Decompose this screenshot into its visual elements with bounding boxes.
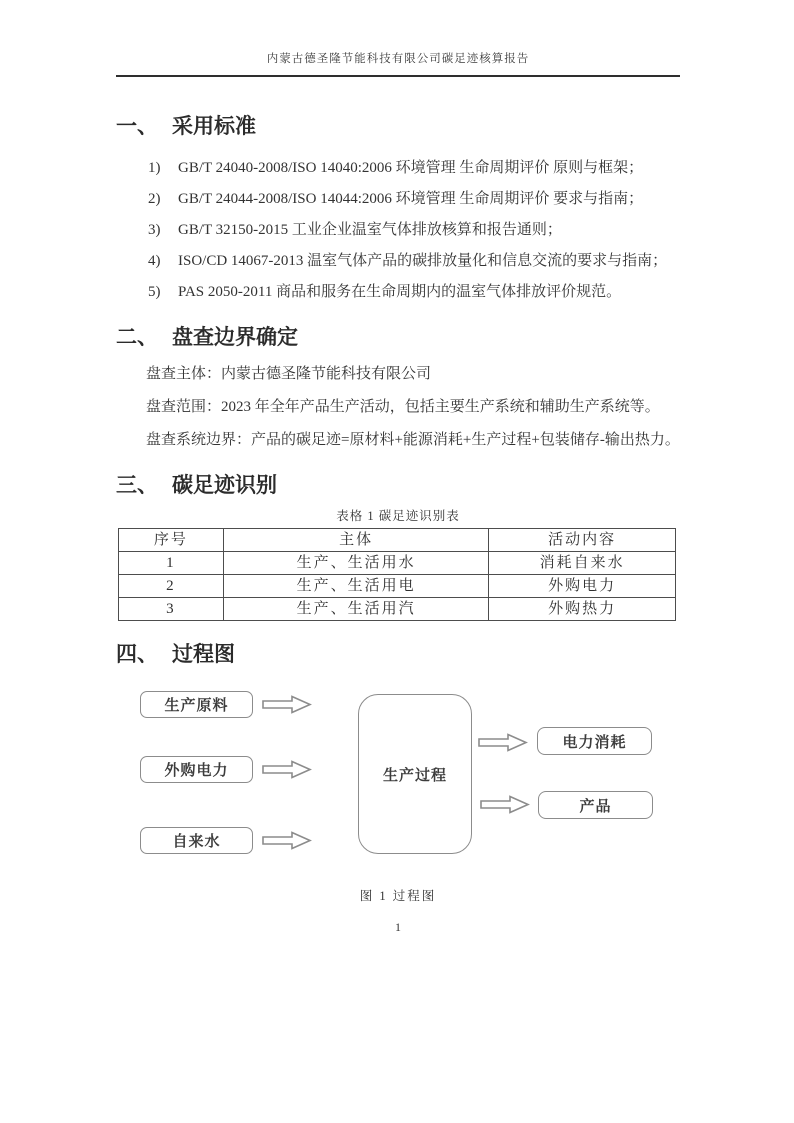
flowchart-input-tap-water: 自来水 (140, 827, 253, 854)
flowchart-input-raw-materials: 生产原料 (140, 691, 253, 718)
table-caption: 表格 1 碳足迹识别表 (336, 509, 460, 523)
table-row (119, 575, 676, 598)
list-item (116, 246, 680, 277)
cell-subject: 生产、生活用电 (223, 575, 489, 598)
page-number: 1 (395, 920, 401, 934)
list-item-marker: 5) (148, 284, 161, 300)
table-row (119, 598, 676, 621)
right-arrow-icon (262, 831, 312, 850)
table-header-row (119, 529, 676, 552)
cell-index: 3 (119, 598, 224, 621)
list-item-marker: 3) (148, 222, 161, 238)
section-2-title: 盘查边界确定 (172, 326, 298, 349)
list-item (116, 153, 680, 184)
section-3-number: 三、 (116, 474, 158, 497)
column-header-subject: 主体 (223, 529, 489, 552)
cell-index: 1 (119, 552, 224, 575)
section-2-paragraphs (116, 358, 680, 457)
cell-activity: 外购电力 (489, 575, 676, 598)
flowchart-output-electricity-consumption: 电力消耗 (537, 727, 652, 755)
page-content (116, 50, 680, 935)
list-item (116, 184, 680, 215)
right-arrow-icon (262, 695, 312, 714)
process-flowchart (116, 684, 680, 864)
table-row (119, 552, 676, 575)
list-item-text: GB/T 32150-2015 工业企业温室气体排放核算和报告通则； (178, 222, 562, 238)
list-item-text: GB/T 24040-2008/ISO 14040:2006 环境管理 生命周期评价 原则与框架； (178, 160, 644, 176)
section-4-heading (116, 638, 680, 668)
list-item-text: PAS 2050-2011 商品和服务在生命周期内的温室气体排放评价规范。 (178, 284, 622, 300)
standards-list (116, 153, 680, 308)
list-item-marker: 2) (148, 191, 161, 207)
paragraph-system-boundary: 盘查系统边界：产品的碳足迹=原材料+能源消耗+生产过程+包装储存-输出热力。 (146, 432, 680, 448)
figure-caption: 图 1 过程图 (359, 889, 437, 903)
cell-subject: 生产、生活用水 (223, 552, 489, 575)
list-item (116, 277, 680, 308)
flowchart-process-box: 生产过程 (358, 694, 472, 854)
section-4-number: 四、 (116, 643, 158, 666)
list-item-marker: 4) (148, 253, 161, 269)
right-arrow-icon (262, 760, 312, 779)
section-1-heading (116, 110, 680, 140)
section-3-title: 碳足迹识别 (172, 474, 277, 497)
right-arrow-icon (480, 795, 530, 814)
list-item-marker: 1) (148, 160, 161, 176)
list-item-text: ISO/CD 14067-2013 温室气体产品的碳排放量化和信息交流的要求与指南； (178, 253, 668, 269)
carbon-footprint-table (118, 528, 676, 621)
column-header-activity: 活动内容 (489, 529, 676, 552)
cell-subject: 生产、生活用汽 (223, 598, 489, 621)
flowchart-output-product: 产品 (538, 791, 653, 819)
page-header-title: 内蒙古德圣隆节能科技有限公司碳足迹核算报告 (116, 50, 680, 77)
right-arrow-icon (478, 733, 528, 752)
paragraph-inventory-scope: 盘查范围：2023 年全年产品生产活动，包括主要生产系统和辅助生产系统等。 (146, 399, 660, 415)
cell-activity: 外购热力 (489, 598, 676, 621)
section-2-number: 二、 (116, 326, 158, 349)
section-3-heading (116, 469, 680, 499)
flowchart-input-purchased-electricity: 外购电力 (140, 756, 253, 783)
section-2-heading (116, 321, 680, 351)
section-1-number: 一、 (116, 115, 158, 138)
section-1-title: 采用标准 (172, 115, 256, 138)
cell-index: 2 (119, 575, 224, 598)
cell-activity: 消耗自来水 (489, 552, 676, 575)
list-item-text: GB/T 24044-2008/ISO 14044:2006 环境管理 生命周期评价 要求与指南； (178, 191, 644, 207)
column-header-index: 序号 (119, 529, 224, 552)
list-item (116, 215, 680, 246)
section-4-title: 过程图 (172, 643, 235, 666)
paragraph-inventory-subject: 盘查主体：内蒙古德圣隆节能科技有限公司 (146, 366, 432, 382)
